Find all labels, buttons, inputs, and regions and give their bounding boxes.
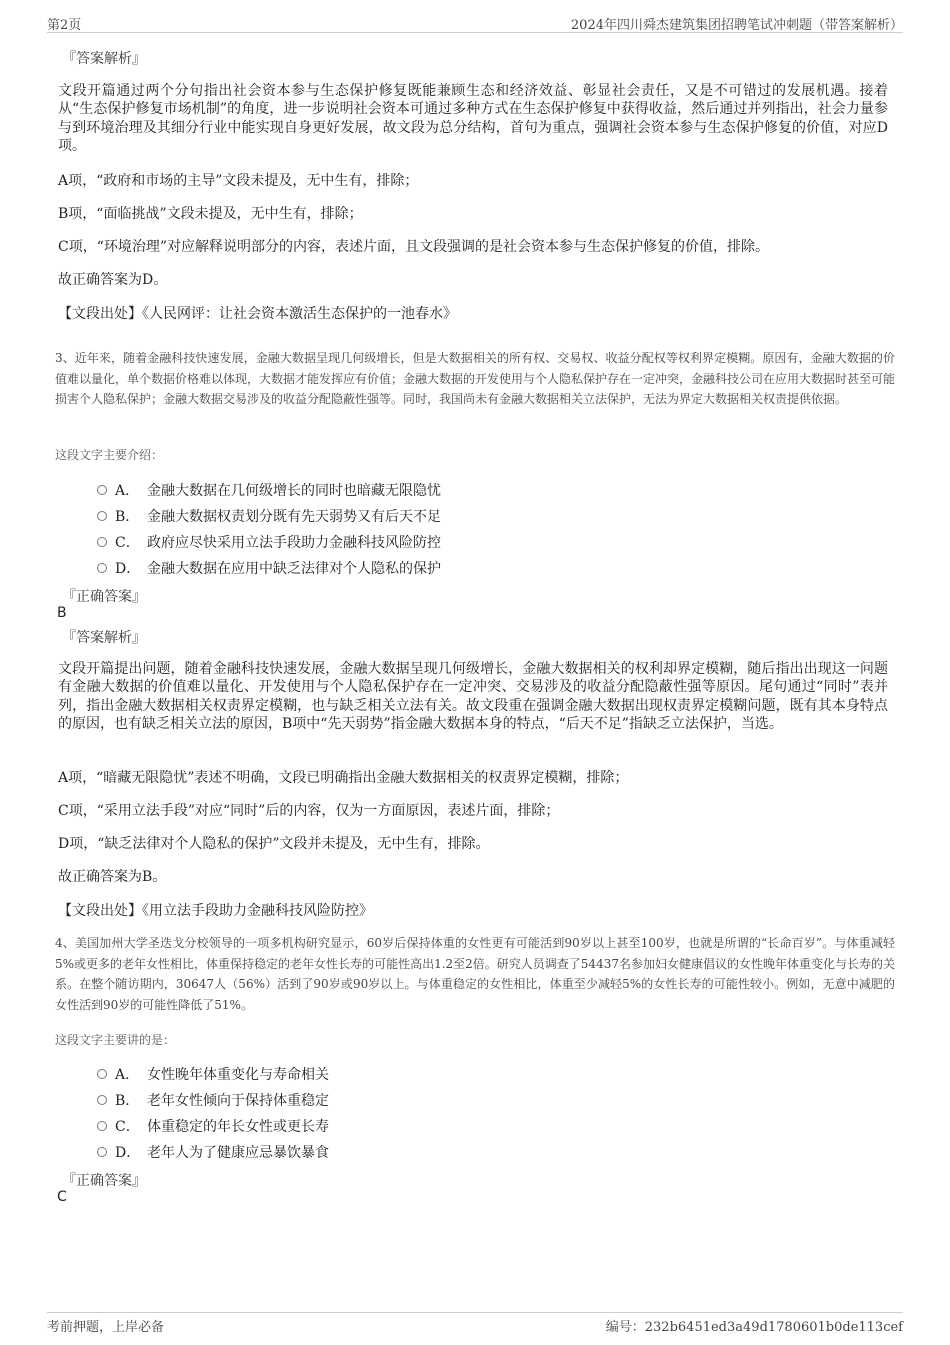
radio-icon[interactable] (97, 1069, 107, 1079)
analysis-note-b: B项，“面临挑战”文段未提及，无中生有，排除； (58, 206, 363, 222)
analysis-label: 『答案解析』 (62, 51, 146, 67)
radio-icon[interactable] (97, 563, 107, 573)
analysis-label: 『答案解析』 (62, 630, 146, 646)
radio-icon[interactable] (97, 537, 107, 547)
document-title: 2024年四川舜杰建筑集团招聘笔试冲刺题（带答案解析） (570, 18, 903, 33)
radio-icon[interactable] (97, 485, 107, 495)
analysis-note-d: D项，“缺乏法律对个人隐私的保护”文段并未提及，无中生有，排除。 (58, 836, 490, 852)
page-header (47, 12, 903, 33)
analysis-note-a: A项，“政府和市场的主导”文段未提及，无中生有，排除； (58, 173, 419, 189)
option-text: 政府应尽快采用立法手段助力金融科技风险防控 (147, 535, 441, 551)
option-text: 老年人为了健康应忌暴饮暴食 (147, 1145, 329, 1161)
question-3-option-d[interactable] (97, 558, 441, 578)
question-4-text: 4、美国加州大学圣迭戈分校领导的一项多机构研究显示，60岁后保持体重的女性更有可能活到90岁以上甚至100岁，也就是所谓的“长命百岁”。与体重减轻5%或更多的老年女性相比，体重保持稳定的老年女性长寿的可能性高出1.2至2倍。研究人员调查了54437名参加妇女健康倡议的女性晚年体重变化与长寿的关系。在整个随访期内，30647人（56%）活到了90岁或90岁以上。与体重稳定的女性相比，体重至少减轻5%的女性长寿的可能性较小。例如，无意中减肥的女性活到90岁的可能性降低了51%。 (55, 936, 895, 1012)
option-letter: A． (115, 1067, 140, 1083)
radio-icon[interactable] (97, 1095, 107, 1105)
option-text: 老年女性倾向于保持体重稳定 (147, 1093, 329, 1109)
analysis-conclusion: 故正确答案为D。 (58, 272, 168, 288)
option-letter: C． (115, 1119, 140, 1135)
question-4-option-b[interactable] (97, 1090, 329, 1110)
option-letter: D． (115, 561, 141, 577)
question-4-option-a[interactable] (97, 1064, 329, 1084)
page-footer (47, 1312, 903, 1335)
option-letter: D． (115, 1145, 141, 1161)
radio-icon[interactable] (97, 511, 107, 521)
analysis-note-a: A项，“暗藏无限隐忧”表述不明确，文段已明确指出金融大数据相关的权责界定模糊，排除； (58, 770, 629, 786)
option-text: 体重稳定的年长女性或更长寿 (147, 1119, 329, 1135)
correct-answer: B (57, 605, 67, 621)
source-citation: 【文段出处】《人民网评：让社会资本激活生态保护的一池春水》 (58, 306, 457, 322)
analysis-text: 文段开篇通过两个分句指出社会资本参与生态保护修复既能兼顾生态和经济效益、彰显社会责任，又是不可错过的发展机遇。接着从“生态保护修复市场机制”的角度，进一步说明社会资本可通过多种方式在生态保护修复中获得收益，然后通过并列指出，社会力量参与到环境治理及其细分行业中能实现自身更好发展，故文段为总分结构，首句为重点，强调社会资本参与生态保护修复的价值，对应D项。 (58, 83, 888, 155)
question-4-prompt: 这段文字主要讲的是： (55, 1033, 176, 1047)
option-text: 金融大数据权责划分既有先天弱势又有后天不足 (147, 509, 441, 525)
question-3-option-c[interactable] (97, 532, 441, 552)
footer-slogan: 考前押题，上岸必备 (47, 1320, 165, 1335)
question-3-text: 3、近年来，随着金融科技快速发展，金融大数据呈现几何级增长，但是大数据相关的所有权、交易权、收益分配权等权利界定模糊。原因有，金融大数据的价值难以量化，单个数据价格难以体现，大数据才能发挥应有价值；金融大数据的开发使用与个人隐私保护存在一定冲突，金融科技公司在应用大数据时甚至可能损害个人隐私保护；金融大数据交易涉及的收益分配隐蔽性强等。同时，我国尚未有金融大数据相关立法保护，无法为界定大数据相关权责提供依据。 (55, 351, 896, 406)
analysis-note-c: C项，“采用立法手段”对应“同时”后的内容，仅为一方面原因，表述片面，排除； (58, 803, 560, 819)
radio-icon[interactable] (97, 1147, 107, 1157)
question-3-option-a[interactable] (97, 480, 441, 500)
question-3-prompt: 这段文字主要介绍： (55, 448, 164, 462)
correct-answer: C (57, 1189, 67, 1205)
answer-label: 『正确答案』 (62, 589, 146, 605)
option-letter: A． (115, 483, 140, 499)
option-letter: B． (115, 1093, 140, 1109)
option-text: 女性晚年体重变化与寿命相关 (147, 1067, 329, 1083)
analysis-text: 文段开篇提出问题，随着金融科技快速发展，金融大数据呈现几何级增长，金融大数据相关的权利却界定模糊，随后指出出现这一问题有金融大数据的价值难以量化、开发使用与个人隐私保护存在一定冲突、交易涉及的收益分配隐蔽性强等原因。尾句通过“同时”表并列，指出金融大数据相关权责界定模糊，也与缺乏相关立法有关。故文段重在强调金融大数据出现权责界定模糊问题，既有其本身特点的原因，也有缺乏相关立法的原因，B项中“先天弱势”指金融大数据本身的特点，“后天不足”指缺乏立法保护，当选。 (58, 661, 888, 733)
option-letter: B． (115, 509, 140, 525)
question-4-option-d[interactable] (97, 1142, 329, 1162)
page-number: 第2页 (47, 18, 82, 33)
radio-icon[interactable] (97, 1121, 107, 1131)
source-citation: 【文段出处】《用立法手段助力金融科技风险防控》 (58, 903, 373, 919)
option-text: 金融大数据在应用中缺乏法律对个人隐私的保护 (147, 561, 441, 577)
option-text: 金融大数据在几何级增长的同时也暗藏无限隐忧 (147, 483, 441, 499)
document-id: 编号：232b6451ed3a49d1780601b0de113cef (605, 1320, 903, 1335)
analysis-conclusion: 故正确答案为B。 (58, 869, 167, 885)
question-3-option-b[interactable] (97, 506, 441, 526)
question-4-option-c[interactable] (97, 1116, 329, 1136)
option-letter: C． (115, 535, 140, 551)
analysis-note-c: C项，“环境治理”对应解释说明部分的内容，表述片面，且文段强调的是社会资本参与生态保护修复的价值，排除。 (58, 239, 770, 255)
answer-label: 『正确答案』 (62, 1173, 146, 1189)
